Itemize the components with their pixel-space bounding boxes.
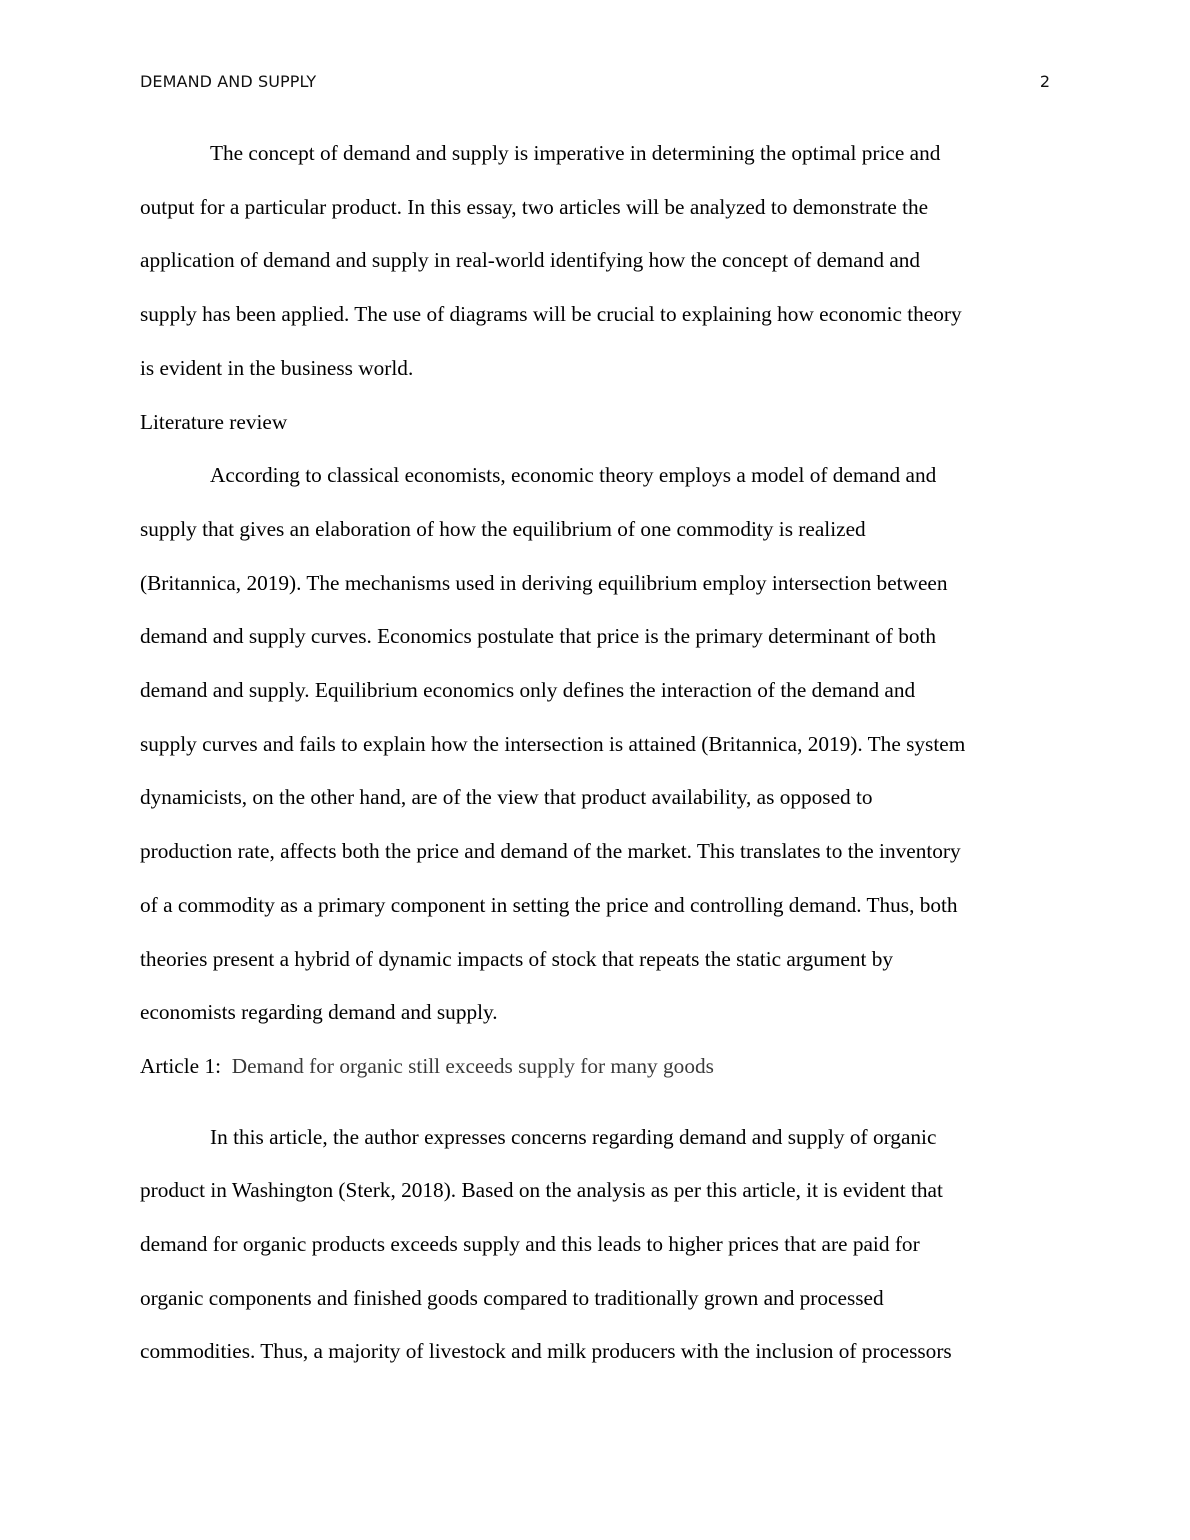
intro-line: supply has been applied. The use of diagrams will be crucial to explaining how economic theory [140,302,962,327]
article-1-heading [140,1040,1052,1094]
literature-line: dynamicists, on the other hand, are of the view that product availability, as opposed to [140,785,873,810]
page-number: 2 [1039,72,1050,91]
article-1-title: Demand for organic still exceeds supply for many goods [231,1053,714,1078]
document-body [140,127,1052,1379]
intro-paragraph [140,127,1052,396]
intro-line: The concept of demand and supply is imperative in determining the optimal price and [210,141,941,165]
literature-line: economists regarding demand and supply. [140,1000,498,1025]
literature-line: theories present a hybrid of dynamic impacts of stock that repeats the static argument by [140,946,894,971]
article-1-line: product in Washington (Sterk, 2018). Based on the analysis as per this article, it is evident that [140,1178,943,1203]
literature-review-paragraph [140,449,1052,1040]
literature-line: supply that gives an elaboration of how the equilibrium of one commodity is realized [140,516,866,541]
intro-line: is evident in the business world. [140,355,414,380]
literature-line: demand and supply. Equilibrium economics only defines the interaction of the demand and [140,678,916,703]
intro-line: application of demand and supply in real-world identifying how the concept of demand and [140,248,921,273]
literature-line: of a commodity as a primary component in setting the price and controlling demand. Thus, both [140,892,958,917]
literature-line: production rate, affects both the price and demand of the market. This translates to the inventory [140,839,961,864]
article-1-line: organic components and finished goods compared to traditionally grown and processed [140,1285,884,1310]
literature-line: supply curves and fails to explain how the intersection is attained (Britannica, 2019). The system [140,731,966,756]
article-1-label: Article 1: [140,1053,222,1078]
intro-line: output for a particular product. In this essay, two articles will be analyzed to demonstrate the [140,194,929,219]
literature-line: According to classical economists, economic theory employs a model of demand and [210,463,937,488]
literature-line: (Britannica, 2019). The mechanisms used in deriving equilibrium employ intersection between [140,570,948,595]
literature-review-heading: Literature review [140,409,288,434]
literature-line: demand and supply curves. Economics postulate that price is the primary determinant of both [140,624,937,649]
article-1-paragraph [140,1111,1052,1380]
running-head: DEMAND AND SUPPLY [140,72,317,91]
article-1-line: demand for organic products exceeds supply and this leads to higher prices that are paid for [140,1232,920,1257]
article-1-line: In this article, the author expresses concerns regarding demand and supply of organic [210,1124,937,1149]
article-1-line: commodities. Thus, a majority of livestock and milk producers with the inclusion of processors [140,1339,952,1364]
